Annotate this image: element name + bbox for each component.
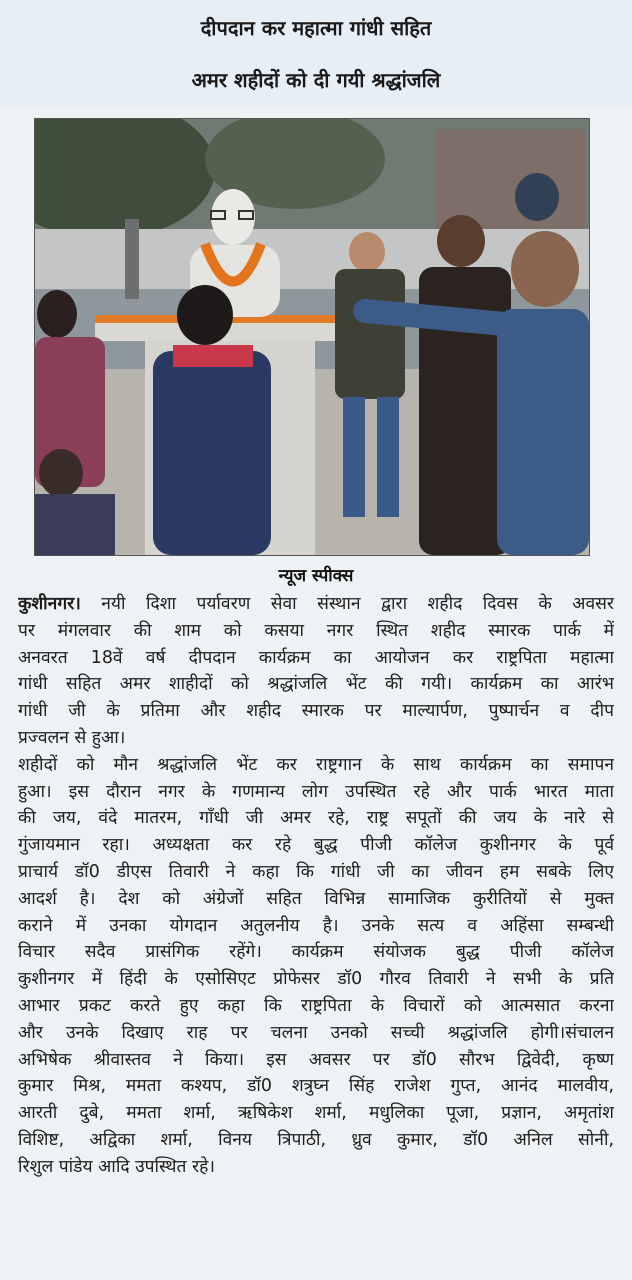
- article-line: विशिष्ट, अद्विका शर्मा, विनय त्रिपाठी, ध्रुव कुमार, डॉ0 अनिल सोनी,: [18, 1129, 614, 1150]
- article-line: शहीदों को मौन श्रद्धांजलि भेंट कर राष्ट्रगान के साथ कार्यक्रम का समापन: [18, 754, 614, 775]
- article-line: हुआ। इस दौरान नगर के गणमान्य लोग उपस्थित रहे और पार्क भारत माता: [18, 781, 614, 802]
- article-body: [18, 591, 614, 1181]
- article-line: [18, 591, 614, 618]
- photo-statue-tribute-icon: [35, 119, 589, 555]
- article-line: पर मंगलवार की शाम को कसया नगर स्थित शहीद स्मारक पार्क में: [18, 620, 614, 641]
- article-line: विचार सदैव प्रासंगिक रहेंगे। कार्यक्रम संयोजक बुद्ध पीजी कॉलेज: [18, 942, 614, 963]
- article-line: आभार प्रकट करते हुए कहा कि राष्ट्रपिता के विचारों को आत्मसात करना: [18, 995, 614, 1016]
- article-line: रिशुल पांडेय आदि उपस्थित रहे।: [18, 1156, 215, 1177]
- article-line: कुमार मिश्र, ममता कश्यप, डॉ0 शत्रुघ्न सिंह राजेश गुप्त, आनंद मालवीय,: [18, 1076, 614, 1097]
- article-line: प्रज्वलन से हुआ।: [18, 727, 126, 748]
- article-line: की जय, वंदे मातरम, गाँधी जी अमर रहे, राष्ट्र सपूतों की जय के नारे से: [18, 808, 614, 829]
- article-line: कुशीनगर में हिंदी के एसोसिएट प्रोफेसर डॉ0 गौरव तिवारी ने सभी के प्रति: [18, 969, 614, 990]
- article-line: प्राचार्य डॉ0 डीएस तिवारी ने कहा कि गांधी जी का जीवन हम सबके लिए: [18, 861, 614, 882]
- article-line: आरती दुबे, ममता शर्मा, ऋषिकेश शर्मा, मधुलिका पूजा, प्रज्ञान, अमृतांश: [18, 1103, 614, 1124]
- news-credit: न्यूज स्पीक्स: [278, 566, 354, 586]
- article-line: कराने में उनका योगदान अतुलनीय है। उनके सत्य व अहिंसा सम्बन्धी: [18, 915, 614, 936]
- headline: [0, 0, 632, 106]
- article-line-text: नयी दिशा पर्यावरण सेवा संस्थान द्वारा शहीद दिवस के अवसर: [80, 594, 614, 614]
- article-line: अनवरत 18वें वर्ष दीपदान कार्यक्रम का आयोजन कर राष्ट्रपिता महात्मा: [18, 647, 614, 668]
- article-line: गांधी सहित अमर शाहीदों को श्रद्धांजलि भेंट की गयी। कार्यक्रम का आरंभ: [18, 674, 614, 695]
- headline-line-1: दीपदान कर महात्मा गांधी सहित: [200, 16, 432, 40]
- news-photo: [34, 118, 590, 556]
- article-line: गांधी जी के प्रतिमा और शहीद स्मारक पर माल्यार्पण, पुष्पार्चन व दीप: [18, 701, 614, 722]
- article-line: और उनके दिखाए राह पर चलना उनको सच्ची श्रद्धांजलि होगी।संचालन: [18, 1022, 614, 1043]
- article-line: आदर्श है। देश को अंग्रेजों सहित विभिन्न सामाजिक कुरीतियों से मुक्त: [18, 888, 614, 909]
- headline-line-2: अमर शहीदों को दी गयी श्रद्धांजलि: [191, 68, 441, 92]
- article-dateline: कुशीनगर।: [18, 594, 81, 614]
- article-line: गुंजायमान रहा। अध्यक्षता कर रहे बुद्ध पीजी कॉलेज कुशीनगर के पूर्व: [18, 835, 614, 856]
- article-line: अभिषेक श्रीवास्तव ने किया। इस अवसर पर डॉ0 सौरभ द्विवेदी, कृष्ण: [18, 1049, 614, 1070]
